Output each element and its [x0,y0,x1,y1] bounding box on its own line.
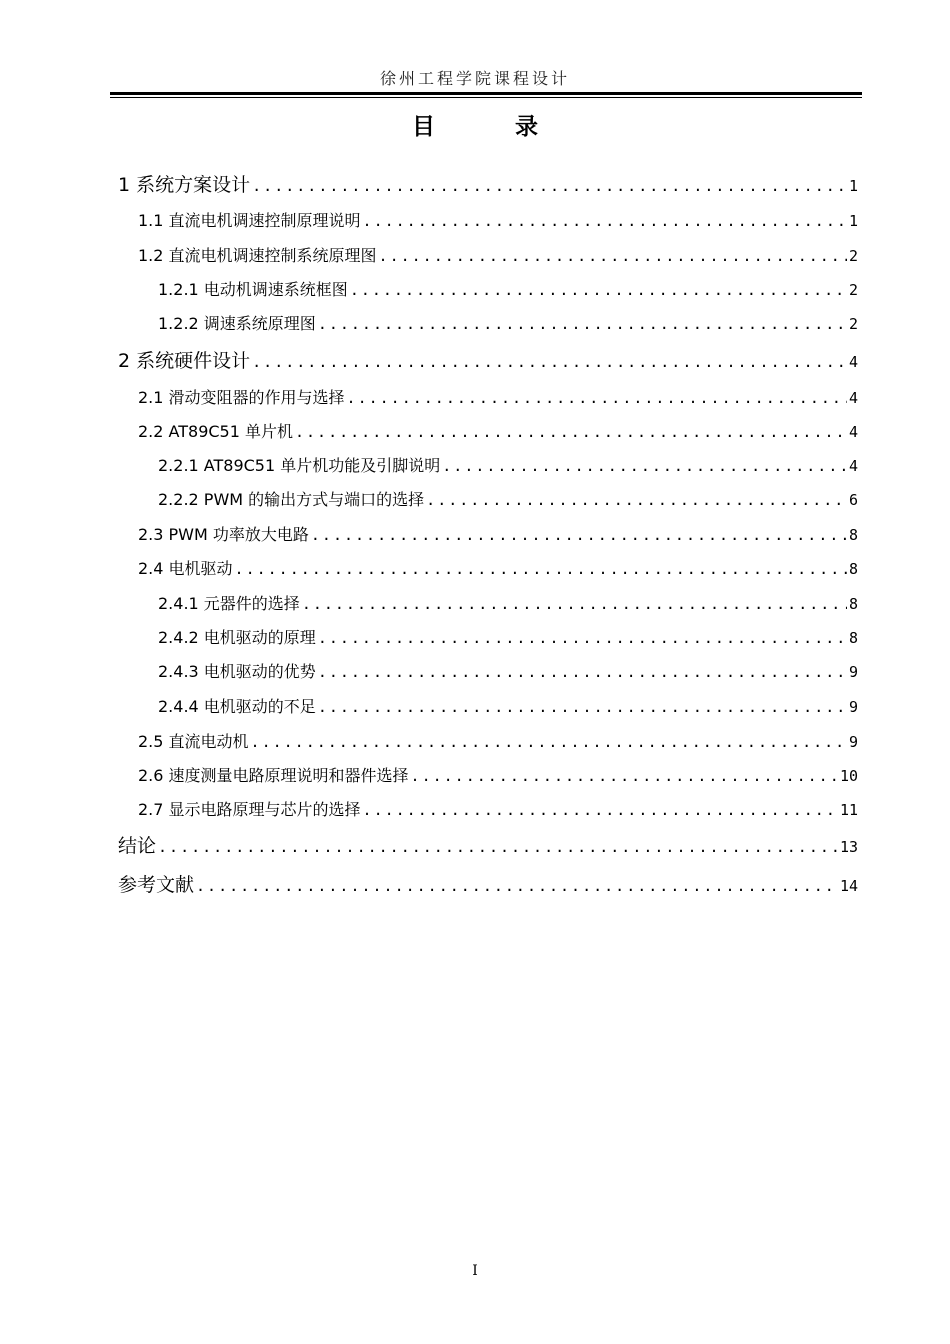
page-header-title: 徐州工程学院课程设计 [379,69,570,88]
toc-entry-page: 13 [839,838,858,856]
toc-entry[interactable] [118,346,858,373]
toc-entry-label: 1.2.2 调速系统原理图 [158,314,316,333]
toc-entry-label: 2.5 直流电动机 [138,732,249,751]
toc-leader-dots [302,595,847,613]
toc-entry[interactable] [118,870,858,897]
toc-entry-page: 11 [839,801,858,819]
toc-entry[interactable] [138,419,858,442]
toc-leader-dots [318,315,847,333]
toc-entry-label: 2.2.1 AT89C51 单片机功能及引脚说明 [158,456,441,475]
toc-entry-label: 2.4.1 元器件的选择 [158,594,300,613]
header-rule-thin [110,97,862,98]
toc-leader-dots [235,560,847,578]
toc-entry-page: 4 [848,389,858,407]
toc-entry-page: 4 [848,457,858,475]
toc-entry[interactable] [138,208,858,231]
toc-entry-label: 2.4.4 电机驱动的不足 [158,697,316,716]
toc-entry[interactable] [158,311,858,334]
toc-entry[interactable] [138,763,858,786]
toc-entry-label: 2.4 电机驱动 [138,559,233,578]
toc-entry-page: 2 [848,315,858,333]
toc-entry-page: 8 [848,560,858,578]
toc-leader-dots [252,177,847,195]
toc-leader-dots [347,389,847,407]
toc-entry-page: 2 [848,247,858,265]
toc-leader-dots [196,877,838,895]
toc-entry-label: 参考文献 [118,874,195,896]
toc-entry-page: 4 [848,353,858,371]
toc-leader-dots [363,801,838,819]
toc-entry-page: 9 [848,733,858,751]
toc-entry-label: 1.2 直流电机调速控制系统原理图 [138,246,377,265]
toc-entry-label: 1.1 直流电机调速控制原理说明 [138,211,361,230]
toc-entry[interactable] [158,659,858,682]
toc-entry-label: 2.1 滑动变阻器的作用与选择 [138,388,345,407]
toc-leader-dots [411,767,838,785]
toc-entry-page: 10 [839,767,858,785]
toc-entry[interactable] [138,243,858,266]
toc-entry-page: 2 [848,281,858,299]
toc-leader-dots [295,423,847,441]
toc-leader-dots [252,353,847,371]
toc-entry-page: 9 [848,698,858,716]
toc-leader-dots [318,629,847,647]
page-footer-number: I [472,1263,478,1279]
toc-entry-page: 14 [839,877,858,895]
toc-entry[interactable] [158,625,858,648]
toc-leader-dots [318,663,847,681]
toc-leader-dots [158,838,838,856]
toc-leader-dots [363,212,847,230]
toc-entry-page: 8 [848,629,858,647]
toc-entry-page: 9 [848,663,858,681]
toc-entry[interactable] [158,487,858,510]
toc-entry[interactable] [158,591,858,614]
toc-entry-label: 1.2.1 电动机调速系统框图 [158,280,348,299]
toc-entry-page: 6 [848,491,858,509]
toc-entry-label: 2.4.2 电机驱动的原理 [158,628,316,647]
toc-entry-label: 2.3 PWM 功率放大电路 [138,525,309,544]
toc-leader-dots [379,247,847,265]
toc-entry-label: 2.2.2 PWM 的输出方式与端口的选择 [158,490,425,509]
toc-entry-label: 结论 [118,835,157,857]
toc-leader-dots [442,457,847,475]
toc-entry[interactable] [158,694,858,717]
toc-leader-dots [318,698,847,716]
toc-entry-page: 8 [848,595,858,613]
toc-entry-page: 4 [848,423,858,441]
header-rule-thick [110,92,862,95]
toc-entry-page: 8 [848,526,858,544]
toc-entry[interactable] [138,522,858,545]
toc-entry[interactable] [138,556,858,579]
toc-entry[interactable] [138,385,858,408]
toc-entry[interactable] [138,797,858,820]
toc-entry-label: 2.7 显示电路原理与芯片的选择 [138,800,361,819]
toc-entry[interactable] [158,277,858,300]
toc-entry-page: 1 [848,177,858,195]
toc-leader-dots [311,526,847,544]
toc-leader-dots [426,491,847,509]
toc-entry-label: 2.6 速度测量电路原理说明和器件选择 [138,766,409,785]
toc-leader-dots [251,733,847,751]
toc-entry-page: 1 [848,212,858,230]
toc-leader-dots [350,281,847,299]
toc-entry[interactable] [138,729,858,752]
toc-entry-label: 1 系统方案设计 [118,174,251,196]
toc-entry[interactable] [118,831,858,858]
toc-entry[interactable] [158,453,858,476]
toc-entry[interactable] [118,170,858,197]
toc-entry-label: 2 系统硬件设计 [118,350,251,372]
toc-title: 目录 [412,114,618,140]
toc-entry-label: 2.2 AT89C51 单片机 [138,422,293,441]
toc-entry-label: 2.4.3 电机驱动的优势 [158,662,316,681]
